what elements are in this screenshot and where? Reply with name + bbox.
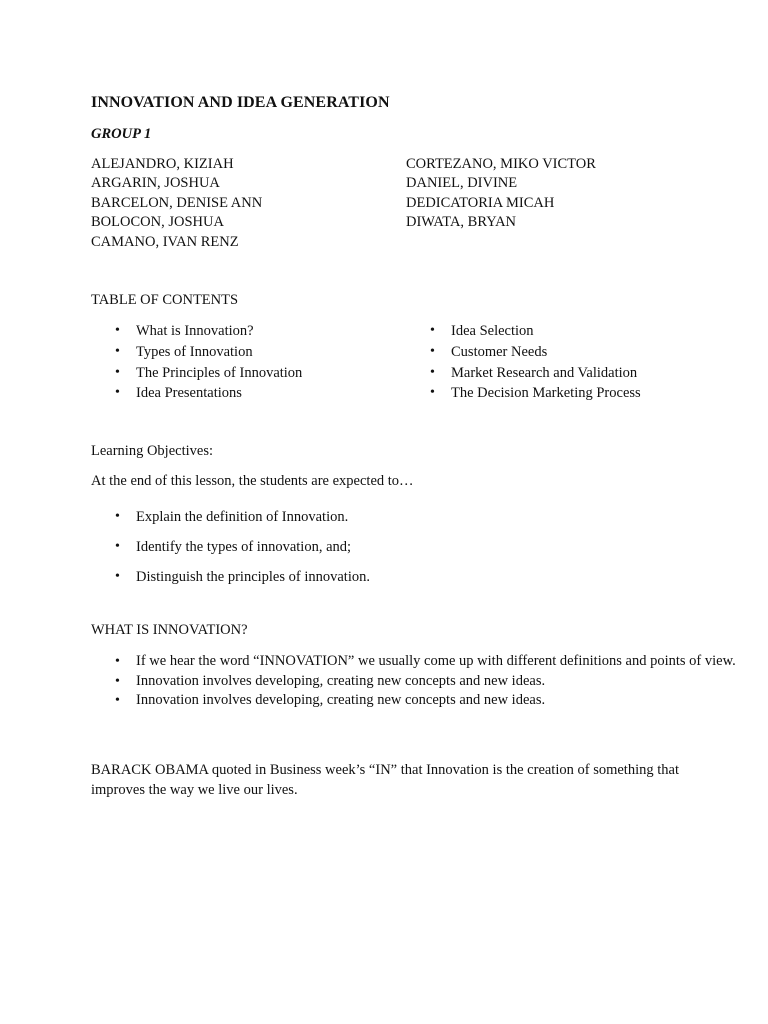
toc-item: • The Decision Marketing Process: [406, 383, 641, 404]
obama-quote-paragraph: BARACK OBAMA quoted in Business week’s “IN” that Innovation is the creation of something that improves the way we live our lives.: [91, 762, 679, 798]
document-title: INNOVATION AND IDEA GENERATION: [91, 94, 390, 111]
member-name: DANIEL, DIVINE: [406, 175, 518, 192]
member-name: BOLOCON, JOSHUA: [91, 214, 224, 231]
toc-item: • Idea Presentations: [91, 383, 302, 404]
toc-item: • Market Research and Validation: [406, 363, 641, 384]
member-name: BARCELON, DENISE ANN: [91, 194, 263, 211]
objective-item: • Distinguish the principles of innovation.: [91, 562, 370, 592]
toc-item: • Customer Needs: [406, 342, 641, 363]
definition-item: • Innovation involves developing, creating new concepts and new ideas.: [91, 672, 691, 692]
member-name: DIWATA, BRYAN: [406, 214, 517, 231]
member-name: CORTEZANO, MIKO VICTOR: [406, 156, 596, 172]
definition-item: • If we hear the word “INNOVATION” we usually come up with different definitions and points of view.: [91, 652, 691, 672]
member-name: DEDICATORIA MICAH: [406, 194, 555, 211]
toc-item: • Idea Selection: [406, 321, 641, 342]
learning-objectives-list: [91, 502, 370, 593]
member-name: CAMANO, IVAN RENZ: [91, 233, 239, 250]
member-name: ALEJANDRO, KIZIAH: [91, 156, 234, 172]
toc-heading: TABLE OF CONTENTS: [91, 292, 239, 308]
members-right-column: [406, 155, 596, 233]
learning-objectives-heading: Learning Objectives:: [91, 443, 213, 459]
members-left-column: [91, 155, 262, 252]
objective-item: • Identify the types of innovation, and;: [91, 532, 370, 562]
member-name: ARGARIN, JOSHUA: [91, 175, 220, 192]
definition-item: • Innovation involves developing, creating new concepts and new ideas.: [91, 691, 691, 711]
toc-list-left: [91, 321, 302, 404]
toc-item: • What is Innovation?: [91, 321, 302, 342]
toc-item: • The Principles of Innovation: [91, 363, 302, 384]
learning-objectives-intro: At the end of this lesson, the students are expected to…: [91, 473, 414, 489]
objective-item: • Explain the definition of Innovation.: [91, 502, 370, 532]
what-is-innovation-list: [91, 652, 736, 711]
toc-list-right: [406, 321, 641, 404]
group-label: GROUP 1: [91, 126, 152, 142]
what-is-innovation-heading: WHAT IS INNOVATION?: [91, 622, 248, 638]
toc-item: • Types of Innovation: [91, 342, 302, 363]
